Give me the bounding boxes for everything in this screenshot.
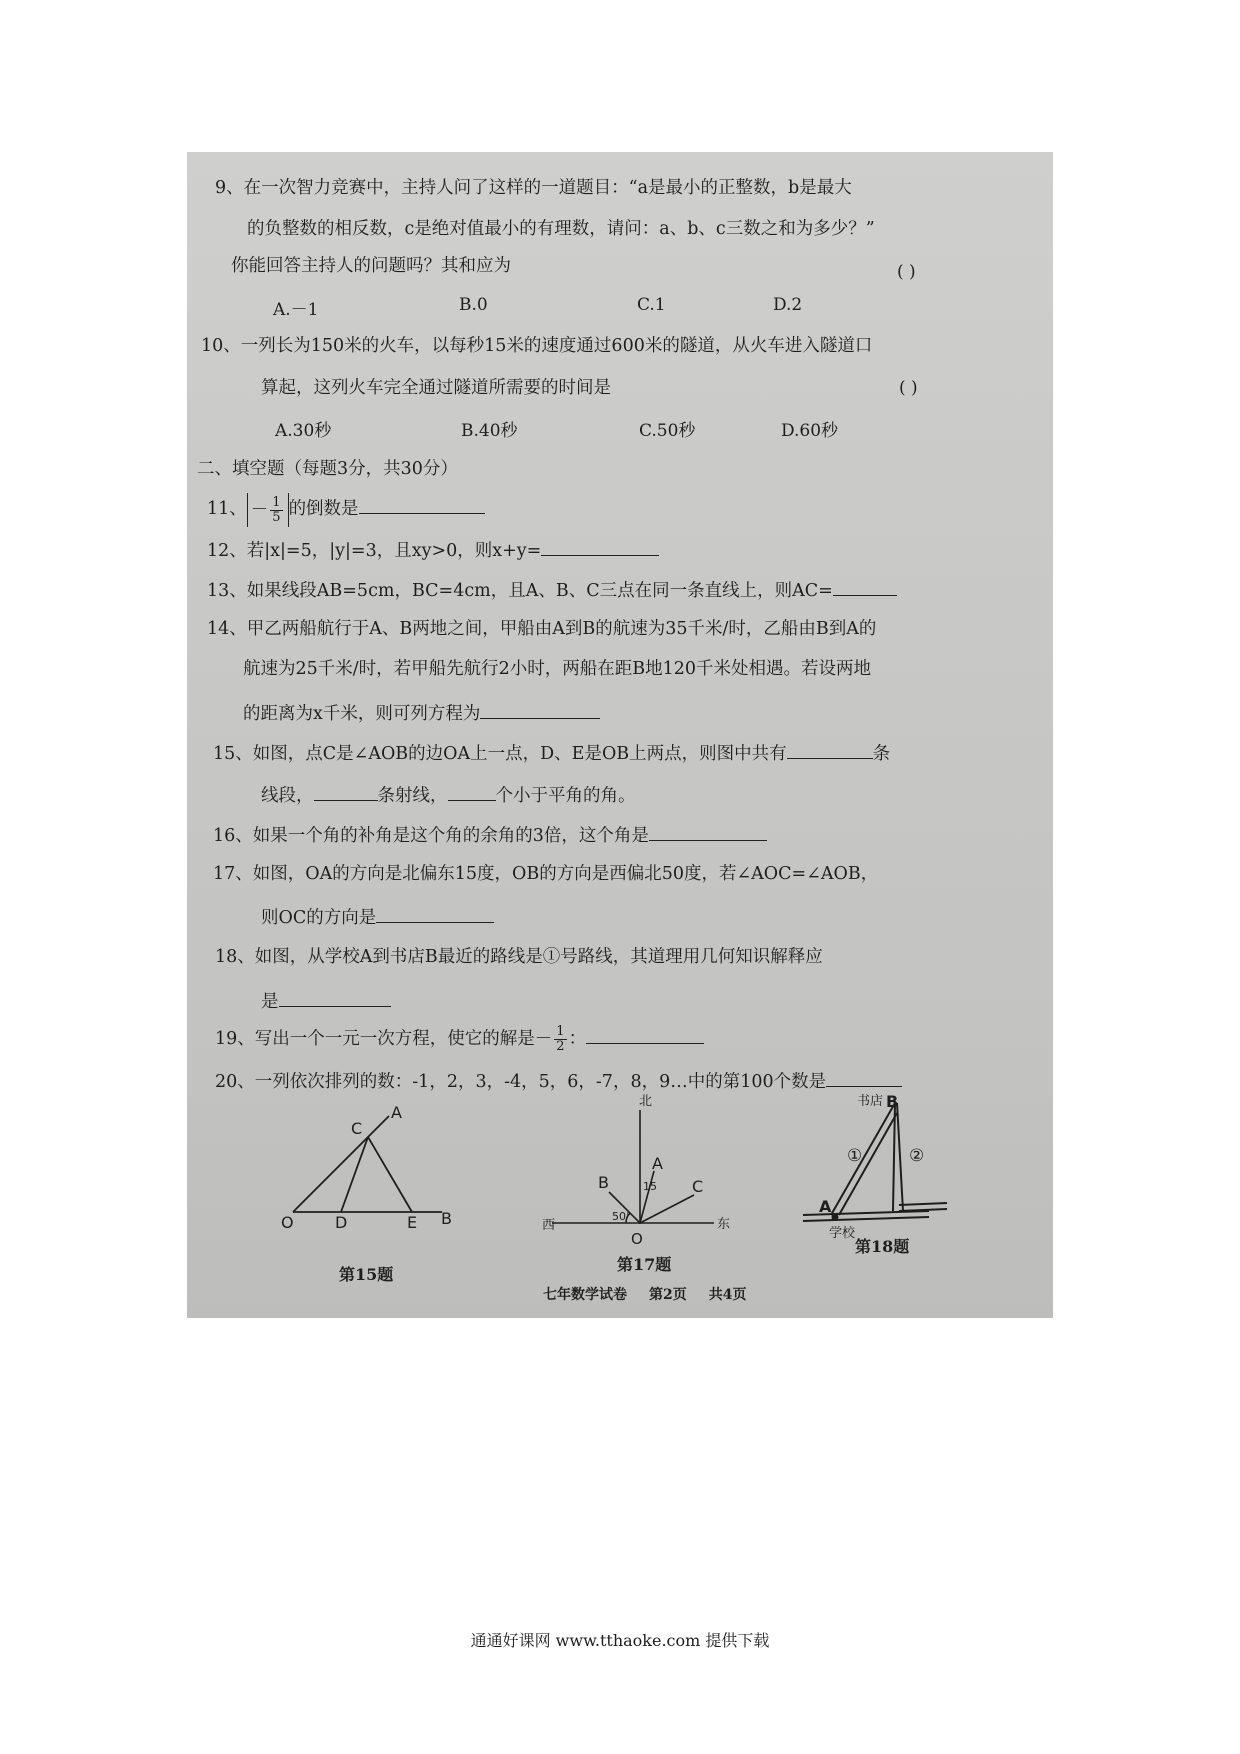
q15-line1-end: 条 (872, 744, 891, 764)
fig17-label-c: C (692, 1177, 704, 1196)
fig15-caption: 第15题 (339, 1265, 394, 1284)
q15-line1 (213, 740, 890, 766)
exam-title: 七年数学试卷 (543, 1287, 627, 1303)
fig17-label-b: B (598, 1173, 609, 1192)
q15-line2c: 个小于平角的角。 (495, 786, 636, 806)
figure-17 (542, 1092, 737, 1248)
route-1-outer (831, 1103, 895, 1215)
section-heading: 二、填空题（每题3分，共30分） (197, 459, 458, 479)
q14-answer-blank[interactable] (480, 700, 600, 719)
q13-text: 13、如果线段AB=5cm，BC=4cm，且A、B、C三点在同一条直线上，则AC= (207, 581, 833, 601)
q18-line2 (261, 988, 391, 1014)
fig15-label-a: A (391, 1103, 402, 1122)
exam-page-footer (543, 1284, 769, 1304)
q19-fraction-numerator: 1 (556, 1024, 565, 1039)
fig18-label-store: 书店 (857, 1094, 884, 1109)
q9-line1: 9、在一次智力竞赛中，主持人问了这样的一道题目：“a是最小的正整数，b是最大 (215, 178, 852, 198)
q9-option-a: A.－1 (273, 300, 319, 320)
fig15-label-e: E (407, 1213, 418, 1232)
q15-blank-segments[interactable] (787, 740, 873, 759)
q15-line2 (261, 782, 636, 808)
fig18-label-a: A (819, 1197, 832, 1216)
q11-minus: － (250, 499, 269, 520)
q15-line2b: 条射线， (377, 786, 448, 806)
q11-fraction-denominator: 5 (272, 509, 281, 525)
q19-text: 19、写出一个一元一次方程，使它的解是 (215, 1029, 535, 1049)
q19-tail: ： (568, 1029, 587, 1049)
ray-oa (640, 1171, 654, 1223)
q17-line2-text: 则OC的方向是 (261, 908, 377, 928)
fig18-route-2: ② (909, 1146, 925, 1166)
road-branch-2 (899, 1209, 947, 1211)
q12-answer-blank[interactable] (541, 537, 659, 556)
q9-option-b: B.0 (459, 295, 488, 315)
q12-text: 12、若|x|=5，|y|=3，且xy>0，则x+y= (207, 541, 542, 561)
q17-line2 (261, 904, 494, 930)
fig18-label-school: 学校 (829, 1226, 856, 1241)
exam-photo (187, 152, 1053, 1318)
q9-option-d: D.2 (773, 295, 803, 315)
q19-fraction (554, 1025, 566, 1054)
q11-abs-expression (247, 493, 289, 527)
fig17-label-east: 东 (717, 1217, 731, 1232)
q13-answer-blank[interactable] (833, 577, 897, 596)
site-footer: 通通好课网 www.tthaoke.com 提供下载 (470, 1631, 770, 1650)
q11-text: 的倒数是 (288, 499, 359, 519)
q10-line1: 10、一列长为150米的火车，以每秒15米的速度通过600米的隧道，从火车进入隧道口 (201, 336, 873, 356)
q18-line1: 18、如图，从学校A到书店B最近的路线是①号路线，其道理用几何知识解释应 (215, 947, 823, 967)
figure-15 (277, 1102, 477, 1232)
q11-fraction (270, 496, 282, 525)
q15-blank-rays[interactable] (314, 782, 378, 801)
total-pages: 共4页 (708, 1287, 747, 1303)
q14-line3 (243, 700, 600, 726)
fig17-label-a: A (652, 1154, 663, 1173)
q10-line2: 算起，这列火车完全通过隧道所需要的时间是 (261, 378, 611, 398)
q13 (207, 577, 897, 603)
q11-answer-blank[interactable] (359, 495, 485, 514)
q20-answer-blank[interactable] (826, 1068, 902, 1087)
fig15-label-c: C (351, 1119, 363, 1138)
q15-line1-text: 15、如图，点C是∠AOB的边OA上一点，D、E是OB上两点，则图中共有 (213, 744, 787, 764)
segment-cd (341, 1137, 368, 1212)
fig18-route-1: ① (847, 1146, 863, 1166)
q10-answer-paren: ( ) (899, 378, 918, 398)
fig17-label-15: 15 (643, 1180, 657, 1193)
q15-line2a: 线段， (261, 786, 314, 806)
q16-text: 16、如果一个角的补角是这个角的余角的3倍，这个角是 (213, 826, 649, 846)
q12 (207, 537, 659, 563)
q19-minus: － (534, 1029, 553, 1049)
q9-option-c: C.1 (637, 295, 666, 315)
fig18-caption: 第18题 (855, 1237, 910, 1256)
q10-option-d: D.60秒 (781, 421, 839, 441)
point-a-dot (832, 1214, 839, 1221)
q20-text: 20、一列依次排列的数：-1，2，3，-4，5，6，-7，8，9…中的第100个数是 (215, 1072, 827, 1092)
q16 (213, 822, 767, 848)
q11-fraction-numerator: 1 (272, 494, 281, 510)
fig17-label-north: 北 (639, 1094, 653, 1109)
q18-line2-text: 是 (261, 992, 279, 1012)
fig18-label-b: B (886, 1092, 899, 1111)
q10-option-a: A.30秒 (275, 421, 332, 441)
route-2-right (897, 1103, 903, 1211)
q17-line1: 17、如图，OA的方向是北偏东15度，OB的方向是西偏北50度，若∠AOC=∠AOB， (213, 864, 879, 884)
q11 (207, 492, 485, 527)
q10-option-b: B.40秒 (461, 421, 518, 441)
q19 (215, 1022, 704, 1056)
fig17-caption: 第17题 (617, 1255, 672, 1274)
fig15-label-d: D (335, 1213, 348, 1232)
road-line-2 (803, 1217, 929, 1221)
q14-line3-text: 的距离为x千米，则可列方程为 (243, 704, 481, 724)
q19-answer-blank[interactable] (586, 1025, 704, 1044)
ray-oa (293, 1116, 389, 1212)
fig17-label-o: O (631, 1230, 643, 1248)
q14-line1: 14、甲乙两船航行于A、B两地之间，甲船由A到B的航速为35千米/时，乙船由B到A的 (207, 619, 877, 639)
q16-answer-blank[interactable] (649, 822, 767, 841)
page-number: 第2页 (649, 1287, 687, 1303)
segment-ce (368, 1137, 412, 1212)
q9-answer-paren: ( ) (897, 262, 916, 282)
q9-line3: 你能回答主持人的问题吗？其和应为 (231, 256, 511, 276)
q11-number: 11、 (207, 499, 247, 519)
q10-option-c: C.50秒 (639, 421, 696, 441)
fig15-label-o: O (281, 1213, 294, 1232)
fig17-label-west: 西 (542, 1218, 556, 1233)
road-branch-1 (899, 1203, 947, 1205)
fig17-label-50: 50° (612, 1210, 632, 1223)
q9-line2: 的负整数的相反数，c是绝对值最小的有理数，请问：a、b、c三数之和为多少？” (247, 219, 875, 239)
q15-blank-angles[interactable] (448, 782, 496, 801)
q17-answer-blank[interactable] (376, 904, 494, 923)
ray-oc (640, 1195, 694, 1223)
figure-18 (797, 1087, 962, 1241)
q14-line2: 航速为25千米/时，若甲船先航行2小时，两船在距B地120千米处相遇。若设两地 (243, 659, 872, 679)
q19-fraction-denominator: 2 (556, 1039, 565, 1054)
q18-answer-blank[interactable] (279, 988, 391, 1007)
fig15-label-b: B (441, 1209, 452, 1228)
